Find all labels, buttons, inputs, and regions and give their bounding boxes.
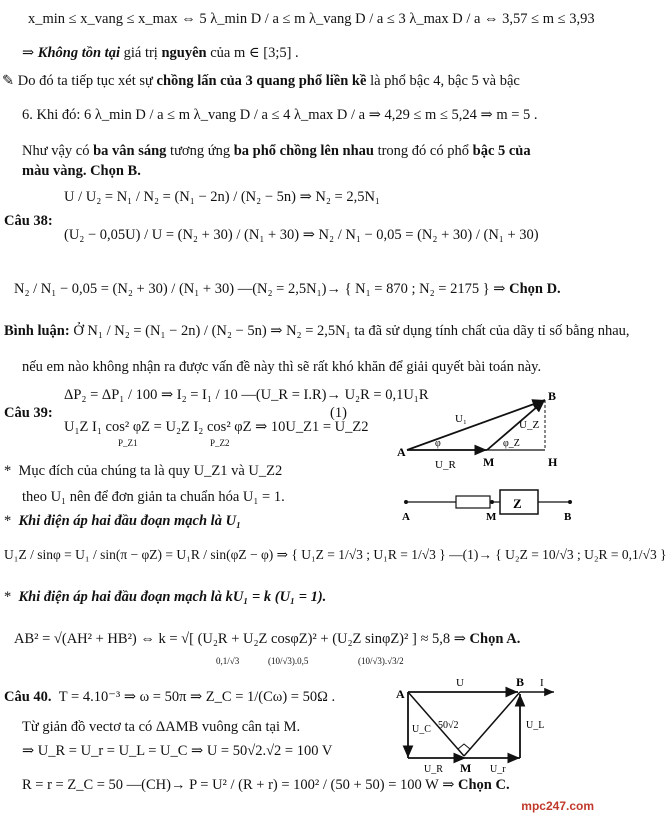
- cau38-equation-1: U / U₂ = N₁ / N₂ = (N₁ − 2n) / (N₂ − 5n) ⇒ N₂ = 2,5N₁: [64, 189, 380, 205]
- fig2-b-label: B: [516, 675, 525, 689]
- cau39-underbrace-1: P_Z1: [118, 438, 138, 448]
- cau38-equation-3: [14, 280, 561, 298]
- fig2-ur-small-label: U_r: [490, 764, 506, 775]
- circuit-b-label: B: [564, 511, 572, 523]
- bullet-2: [4, 512, 241, 530]
- uz-label: U_Z: [519, 419, 540, 431]
- resistor-icon: [456, 496, 490, 508]
- bullet-icon: *: [4, 463, 12, 479]
- cau39-equation-1: ΔP₂ = ΔP₁ / 100 ⇒ I₂ = I₁ / 10 —(U_R = I.R)→ U₂R = 0,1U₁R: [64, 387, 429, 403]
- question-label-40: Câu 40.: [4, 689, 52, 705]
- equation-text: R = r = Z_C = 50 —(CH)→ P = U² / (R + r) = 100² / (50 + 50) = 100 W ⇒: [22, 777, 458, 793]
- ab-underbrace-2: (10/√3).0,5: [268, 656, 309, 666]
- circuit-diagram: [400, 488, 575, 523]
- answer-text: Chọn C.: [458, 777, 510, 793]
- fig2-diag-label: 50√2: [438, 720, 459, 731]
- answer-text: Chọn A.: [469, 631, 521, 647]
- comment-label: Bình luận:: [4, 323, 70, 339]
- implies-symbol: ⇒: [22, 45, 38, 61]
- vector-diagram-2: [396, 672, 566, 777]
- equation-number: (1): [330, 405, 347, 421]
- cau38-equation-2: (U₂ − 0,05U) / U = (N₂ + 30) / (N₁ + 30) ⇒ N₂ / N₁ − 0,05 = (N₂ + 30) / (N₁ + 30): [64, 227, 539, 243]
- cau40-line-2: Từ giản đồ vectơ ta có ΔAMB vuông cân tại M.: [22, 719, 301, 735]
- emphasis-text: nguyên: [161, 45, 207, 61]
- vector-diagram-1: [395, 388, 570, 478]
- ab-equation: [14, 630, 520, 648]
- equation-text: AB² = √(AH² + HB²) ⇔ k = √[ (U₂R + U₂Z cosφZ)² + (U₂Z sinφZ)² ] ≈ 5,8 ⇒: [14, 631, 470, 647]
- cau39-underbrace-2: P_Z2: [210, 438, 230, 448]
- plain-text: là phổ bậc 4, bậc 5 và bậc: [366, 73, 520, 89]
- emphasis-text: ba vân sáng: [93, 143, 167, 159]
- solution-line-2: [22, 44, 299, 62]
- question-label-38: Câu 38:: [4, 213, 53, 229]
- emphasis-text: Không tồn tại: [37, 45, 120, 61]
- emphasis-text: chồng lấn của 3 quang phổ liền kề: [156, 73, 367, 89]
- equation-text: N₂ / N₁ − 0,05 = (N₂ + 30) / (N₁ + 30) —(N₂ = 2,5N₁)→ { N₁ = 870 ; N₂ = 2175 } ⇒: [14, 281, 510, 297]
- solution-line-5: [22, 142, 531, 160]
- ineq-chain-2: 6. Khi đó: 6 λ_min D / a ≤ m λ_vang D / a ≤ 4 λ_max D / a ⇒ 4,29 ≤ m ≤ 5,24 ⇒ m = 5 .: [22, 107, 538, 123]
- ab-underbrace-1: 0,1/√3: [216, 656, 240, 666]
- solution-line-6: màu vàng. Chọn B.: [22, 163, 141, 179]
- point-b-label: B: [548, 389, 557, 403]
- right-angle-mark: [458, 744, 470, 749]
- circuit-m-label: M: [486, 511, 497, 523]
- fig2-ul-label: U_L: [526, 720, 545, 731]
- bullet-text: Khi điện áp hai đầu đoạn mạch là U₁: [18, 513, 242, 529]
- fig2-a-label: A: [396, 687, 405, 701]
- comment-line-2: nếu em nào không nhận ra được vấn đề này thì sẽ rất khó khăn để giải quyết bài toán này.: [22, 359, 542, 375]
- pencil-icon: ✎: [2, 73, 15, 89]
- cau40-line-1: [4, 688, 335, 706]
- bullet-1b: theo U₁ nên để đơn giản ta chuẩn hóa U₁ = 1.: [22, 489, 285, 505]
- bullet-1a: [4, 462, 282, 480]
- plain-text: Do đó ta tiếp tục xét sự: [17, 73, 157, 89]
- point-m-label: M: [483, 455, 495, 469]
- equation-text: T = 4.10⁻³ ⇒ ω = 50π ⇒ Z_C = 1/(Cω) = 50Ω .: [58, 689, 336, 705]
- comment-line-1: [4, 322, 630, 340]
- plain-text: Như vậy có: [22, 143, 94, 159]
- circuit-a-label: A: [402, 511, 410, 523]
- plain-text: của m ∈ [3;5] .: [206, 45, 299, 61]
- phiz-label: φ_Z: [503, 438, 520, 449]
- plain-text: trong đó có phổ: [373, 143, 473, 159]
- cau40-line-4: [22, 776, 510, 794]
- ab-underbrace-3: (10/√3).√3/2: [358, 656, 404, 666]
- solution-line-4: [22, 106, 538, 124]
- cau39-equation-2: U₁Z I₁ cos² φZ = U₂Z I₂ cos² φZ ⇒ 10U_Z1 = U_Z2: [64, 419, 369, 435]
- plain-text: giá trị: [119, 45, 162, 61]
- fig2-m-label: M: [460, 761, 472, 775]
- fig2-uc-label: U_C: [412, 724, 431, 735]
- ineq-chain: x_min ≤ x_vang ≤ x_max ⇔ 5 λ_min D / a ≤ m λ_vang D / a ≤ 3 λ_max D / a ⇔ 3,57 ≤ m ≤ 3,93: [28, 11, 595, 27]
- mb-line: [464, 692, 520, 756]
- answer-text: Chọn D.: [509, 281, 561, 297]
- fig2-u-label: U: [456, 677, 464, 689]
- phi-label: φ: [435, 438, 441, 449]
- z-label: Z: [513, 496, 522, 511]
- solution-line-3: [2, 72, 520, 90]
- fig2-ur-label: U_R: [424, 764, 443, 775]
- point-a-label: A: [397, 445, 406, 459]
- solution-line-1: [28, 10, 595, 28]
- sine-rule-equation: U₁Z / sinφ = U₁ / sin(π − φZ) = U₁R / sin(φZ − φ) ⇒ { U₁Z = 1/√3 ; U₁R = 1/√3 } —(1)→ { U₂Z = 10/√3 ; U₂R = 0,1/√3 }: [4, 547, 667, 562]
- bullet-3: [4, 588, 326, 606]
- cau40-line-3: ⇒ U_R = U_r = U_L = U_C ⇒ U = 50√2.√2 = 100 V: [22, 743, 333, 759]
- point-h-label: H: [548, 455, 558, 469]
- plain-text: tương ứng: [166, 143, 234, 159]
- bullet-icon: *: [4, 513, 12, 529]
- bullet-text: Mục đích của chúng ta là quy U_Z1 và U_Z2: [18, 463, 283, 479]
- emphasis-text: ba phổ chồng lên nhau: [233, 143, 374, 159]
- ur-label: U_R: [435, 459, 456, 471]
- comment-text: Ở N₁ / N₂ = (N₁ − 2n) / (N₂ − 5n) ⇒ N₂ = 2,5N₁ ta đã sử dụng tính chất của dãy tỉ số bằng nhau,: [69, 323, 630, 339]
- question-label-39: Câu 39:: [4, 405, 53, 421]
- u1-label: U₁: [455, 413, 467, 425]
- emphasis-text: bậc 5 của: [472, 143, 531, 159]
- fig2-i-label: I: [540, 677, 544, 689]
- watermark: mpc247.com: [521, 799, 594, 813]
- bullet-text: Khi điện áp hai đầu đoạn mạch là kU₁ = k (U₁ = 1).: [18, 589, 327, 605]
- bullet-icon: *: [4, 589, 12, 605]
